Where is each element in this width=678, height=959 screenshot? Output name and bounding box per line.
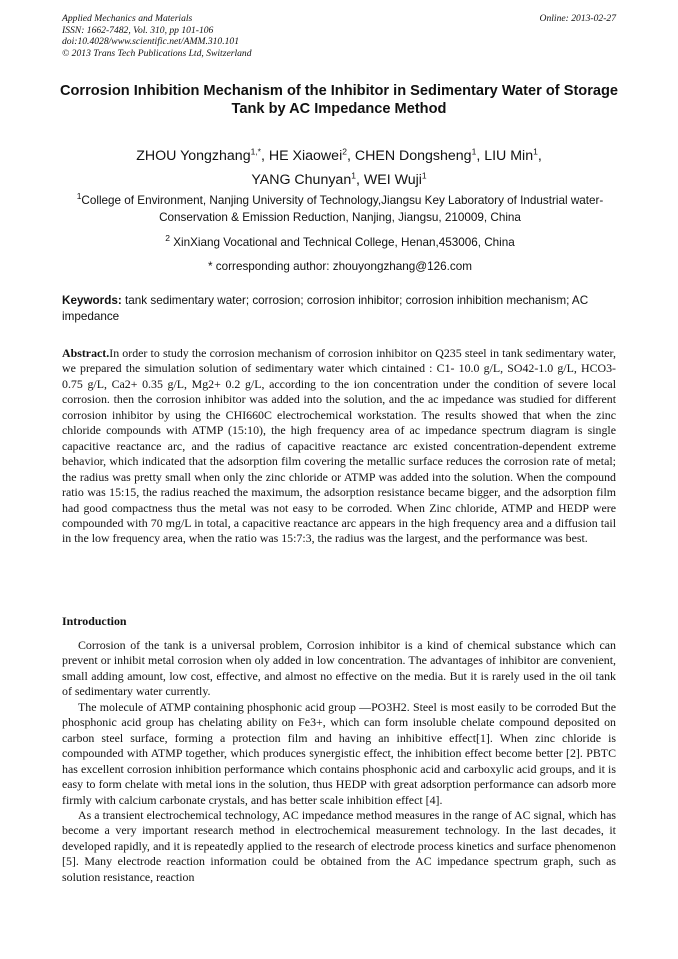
- affiliation-text: College of Environment, Nanjing University of Technology,Jiangsu Key Laboratory of Industrial water-Conservation & Emission Reduction, Nanjing, Jiangsu, 210009, China: [81, 194, 604, 224]
- affiliation-mark: 2: [165, 233, 170, 244]
- affiliation-text: XinXiang Vocational and Technical College, Henan,453006, China: [173, 236, 515, 249]
- online-date: Online: 2013-02-27: [539, 13, 616, 24]
- author-name: CHEN Dongsheng: [354, 148, 472, 164]
- author-separator: ,: [537, 148, 542, 164]
- author-name: WEI Wuji: [363, 172, 422, 188]
- copyright-line: © 2013 Trans Tech Publications Ltd, Switzerland: [62, 47, 252, 59]
- author-affiliation-mark: 1: [421, 170, 427, 181]
- author-affiliation-mark: 1,*: [250, 146, 261, 157]
- affiliation-1: [62, 193, 618, 226]
- paragraph: Corrosion of the tank is a universal problem, Corrosion inhibitor is a kind of chemical substance which can prevent or inhibit metal corrosion when oly added in low concentration. The advantages of inhibitor are convenient, small adding amount, low cost, effective, and almost no effective on the media. But it is rarely used in the oil tank of sedimentary water currently.: [62, 638, 616, 699]
- journal-name: Applied Mechanics and Materials: [62, 13, 193, 24]
- issn-line: ISSN: 1662-7482, Vol. 310, pp 101-106: [62, 24, 214, 36]
- author-affiliation-mark: 1: [351, 170, 356, 181]
- paragraph: The molecule of ATMP containing phosphonic acid group —PO3H2. Steel is most easily to be corroded But the phosphonic acid group has chelating ability on Fe3+, which can form insoluble chelate compound deposited on carbon steel surface, forming a protection film and having an inhibitive effect[1]. When zinc chloride is compounded with ATMP together, which produces synergistic effect, the inhibition effect become better [2]. PBTC has excellent corrosion inhibition performance which contains phosphonic acid and carboxylic acid groups, and it is easy to form chelate with metal ions in the solution, thus HEDP with great adsorption performance can adsorb more firmly with calcium carbonate crystals, and has better scale inhibition effect [4].: [62, 699, 616, 807]
- abstract-text: In order to study the corrosion mechanism of corrosion inhibitor on Q235 steel in tank sedimentary water, we prepared the simulation solution of sedimentary water which cintained : C1- 10.0 g/L, SO42-1.0 g/L, HCO3- 0.75 g/L, Ca2+ 0.35 g/L, Mg2+ 0.2 g/L, according to the ion concentration under the condition of severe local corrosion. then the corrosion inhibitor was added into the solution, and the ac impedance was studied for different corrosion inhibitor by using the CHI660C electrochemical workstation. The results showed that when the zinc chloride compounds with ATMP (15:10), the high frequency area of ac impedance spectrum diagram is single capacitive reactance arc, and the radius of capacitive reactance arc existed concentration-dependent extreme behavior, which indicated that the adsorption film covering the metallic surface reduces the corrosion rate of metal; the radius was pretty small when only the zinc chloride or ATMP was added into the solution. When the compound ratio was 15:15, the radius reached the maximum, the adsorption resistance became bigger, and the adsorption film had good compactness thus the metal was not easy to be corroded. When Zinc chloride, ATMP and HEDP were compounded with 70 mg/L in total, a capacitive reactance arc appears in the high frequency area and a diffusion tail in the low frequency area, when the ratio was 15:7:3, the radius was the largest, and the performance was best.: [62, 346, 616, 546]
- author-separator: ,: [346, 148, 355, 164]
- keywords-label: Keywords:: [62, 294, 122, 307]
- paper-title: Corrosion Inhibition Mechanism of the Inhibitor in Sedimentary Water of Storage Tank by AC Impedance Method: [59, 83, 619, 117]
- author-separator: ,: [476, 148, 485, 164]
- author-separator: ,: [355, 172, 364, 188]
- author-line-2: [64, 168, 614, 192]
- author-affiliation-mark: 1: [471, 146, 477, 157]
- author-list: [64, 144, 614, 192]
- doi-line: doi:10.4028/www.scientific.net/AMM.310.101: [62, 36, 240, 48]
- introduction-body: [62, 638, 616, 885]
- section-heading-introduction: Introduction: [62, 614, 127, 628]
- abstract: [62, 346, 616, 547]
- author-separator: ,: [261, 148, 269, 164]
- paragraph: As a transient electrochemical technology, AC impedance method measures in the range of AC signal, which has become a very important research method in electrochemical measurement technology. In the last decades, it developed rapidly, and it is repeatedly applied to the research of electrode process kinetics and surface phenomenon [5]. Many electrode reaction information could be obtained from the AC impedance spectrum graph, such as solution resistance, reaction: [62, 807, 616, 884]
- author-line-1: [64, 144, 614, 168]
- keywords-text: tank sedimentary water; corrosion; corrosion inhibitor; corrosion inhibition mechanism; AC impedance: [62, 294, 589, 323]
- keywords: [62, 293, 616, 324]
- corresponding-author: * corresponding author: zhouyongzhang@126.com: [208, 260, 472, 273]
- affiliation-2: [62, 235, 618, 252]
- journal-header: [62, 13, 616, 59]
- author-name: ZHOU Yongzhang: [136, 148, 251, 164]
- author-name: YANG Chunyan: [251, 172, 352, 188]
- author-affiliation-mark: 2: [342, 146, 347, 157]
- abstract-label: Abstract.: [62, 346, 110, 360]
- author-name: LIU Min: [484, 148, 534, 164]
- author-name: HE Xiaowei: [268, 148, 343, 164]
- affiliation-mark: 1: [76, 191, 82, 202]
- author-affiliation-mark: 1: [533, 146, 538, 157]
